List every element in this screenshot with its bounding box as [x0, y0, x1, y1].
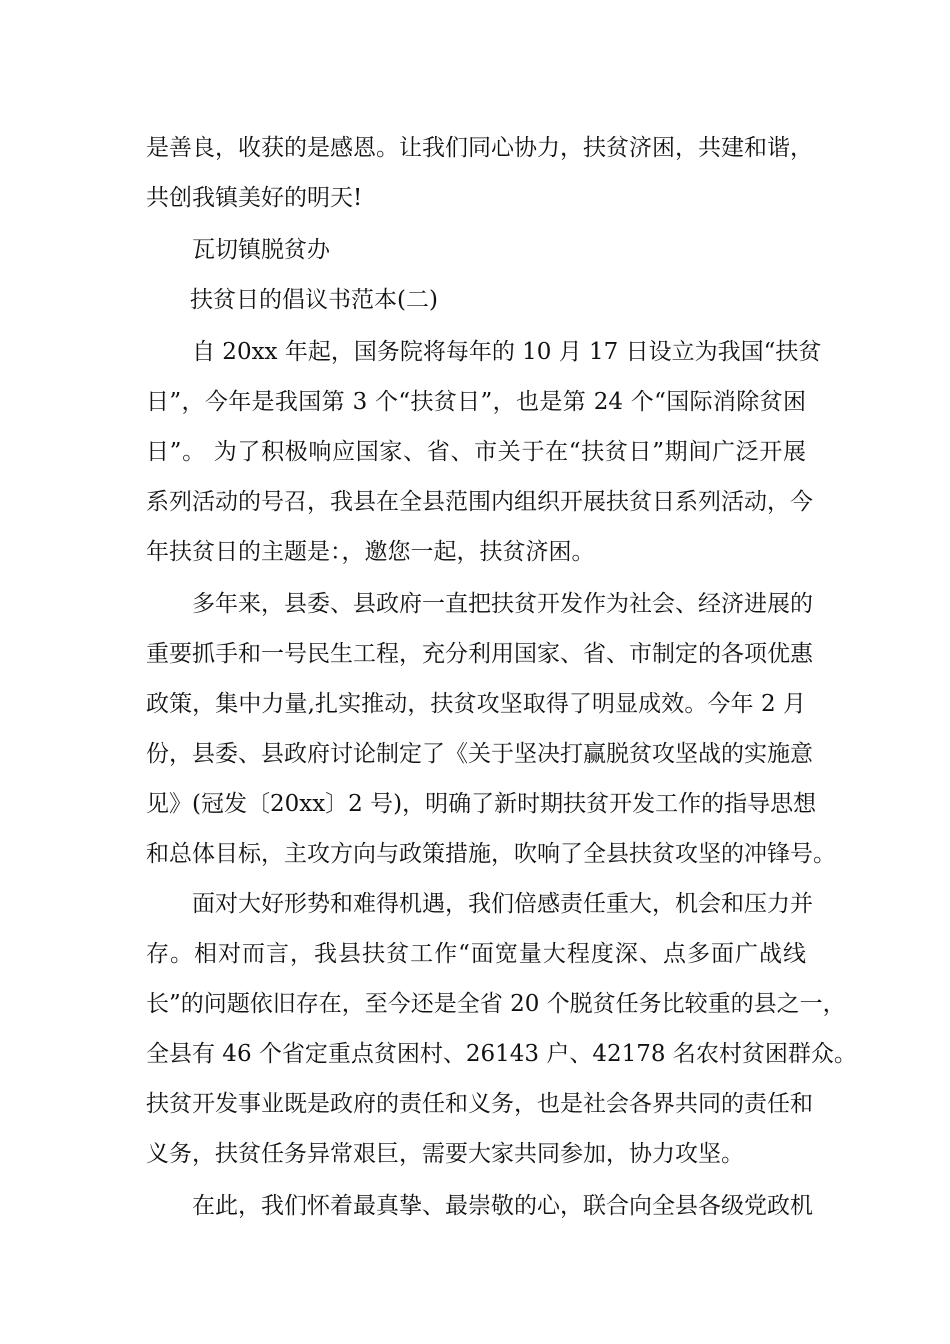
text-line: 年扶贫日的主题是：，邀您一起，扶贫济困。	[146, 539, 595, 565]
text-line: 重要抓手和一号民生工程，充分利用国家、省、市制定的各项优惠	[146, 641, 813, 667]
text-line: 系列活动的号召，我县在全县范围内组织开展扶贫日系列活动，今	[146, 489, 813, 515]
text-line: 存。相对而言，我县扶贫工作“面宽量大程度深、点多面广战线	[146, 941, 806, 967]
text-line: 份，县委、县政府讨论制定了《关于坚决打赢脱贫攻坚战的实施意	[146, 741, 813, 767]
text-line: 面对大好形势和难得机遇，我们倍感责任重大，机会和压力并	[192, 891, 813, 917]
text-line: 在此，我们怀着最真挚、最崇敬的心，联合向全县各级党政机	[192, 1193, 813, 1219]
text-line: 共创我镇美好的明天!	[146, 185, 363, 211]
text-line: 扶贫开发事业既是政府的责任和义务，也是社会各界共同的责任和	[146, 1091, 813, 1117]
signature-line: 瓦切镇脱贫办	[192, 237, 330, 263]
text-line: 全县有 46 个省定重点贫困村、26143 户、42178 名农村贫困群众。	[146, 1041, 857, 1067]
text-line: 日”，今年是我国第 3 个“扶贫日”，也是第 24 个“国际消除贫困	[146, 389, 806, 415]
text-line: 日”。 为了积极响应国家、省、市关于在“扶贫日”期间广泛开展	[146, 439, 806, 465]
text-line: 和总体目标，主攻方向与政策措施，吹响了全县扶贫攻坚的冲锋号。	[146, 841, 836, 867]
text-line: 是善良，收获的是感恩。让我们同心协力，扶贫济困，共建和谐，	[146, 135, 813, 161]
text-line: 政策，集中力量,扎实推动，扶贫攻坚取得了明显成效。今年 2 月	[146, 691, 806, 717]
text-line: 见》(冠发〔20xx〕2 号)，明确了新时期扶贫开发工作的指导思想	[146, 791, 817, 817]
text-line: 长”的问题依旧存在，至今还是全省 20 个脱贫任务比较重的县之一，	[146, 991, 846, 1017]
text-line: 义务，扶贫任务异常艰巨，需要大家共同参加，协力攻坚。	[146, 1141, 744, 1167]
text-line: 自 20xx 年起，国务院将每年的 10 月 17 日设立为我国“扶贫	[192, 339, 822, 365]
text-line: 多年来，县委、县政府一直把扶贫开发作为社会、经济进展的	[192, 591, 813, 617]
section-title: 扶贫日的倡议书范本(二)	[190, 287, 438, 313]
